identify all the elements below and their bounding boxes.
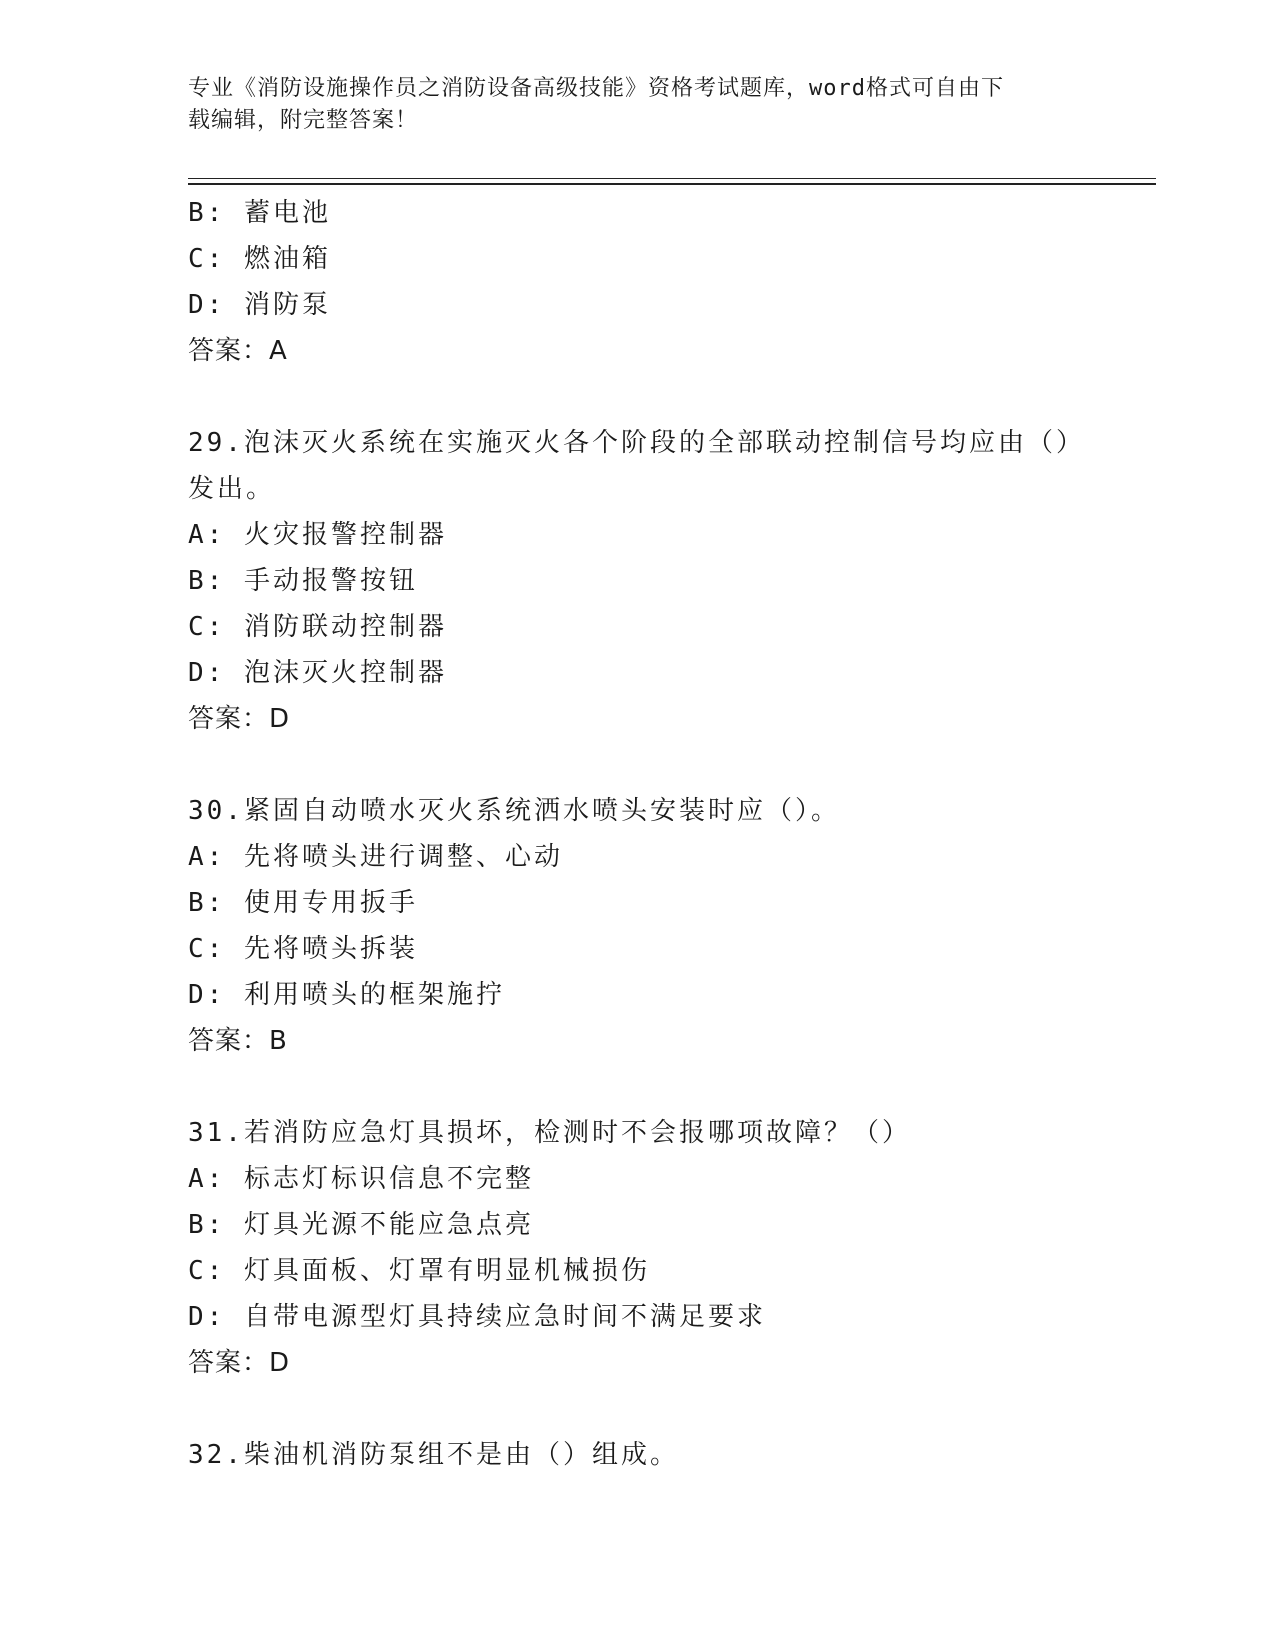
option-a: A: 标志灯标识信息不完整 [188, 1164, 534, 1194]
answer-line: 答案：D [188, 704, 291, 734]
spacer [188, 1064, 1088, 1110]
option-a: A: 火灾报警控制器 [188, 520, 447, 550]
spacer [188, 742, 1088, 788]
question-list [188, 190, 1088, 1478]
answer-line: 答案：A [188, 336, 288, 366]
question-stem-cont: 发出。 [188, 474, 276, 504]
option-c: C: 灯具面板、灯罩有明显机械损伤 [188, 1256, 650, 1286]
question-32 [188, 1432, 1088, 1478]
question-stem: 30.紧固自动喷水灭火系统洒水喷头安装时应（）。 [188, 796, 840, 826]
question-31 [188, 1110, 1088, 1386]
option-b: B: 使用专用扳手 [188, 888, 418, 918]
header-divider-thick [188, 183, 1156, 185]
page-header [188, 73, 1068, 137]
header-line-1: 专业《消防设施操作员之消防设备高级技能》资格考试题库，word格式可自由下 [188, 76, 1004, 101]
spacer [188, 1386, 1088, 1432]
answer-line: 答案：B [188, 1026, 288, 1056]
option-c: C: 燃油箱 [188, 244, 331, 274]
spacer [188, 374, 1088, 420]
option-d: D: 自带电源型灯具持续应急时间不满足要求 [188, 1302, 766, 1332]
question-stem: 29.泡沫灭火系统在实施灭火各个阶段的全部联动控制信号均应由（） [188, 428, 1085, 458]
question-stem: 31.若消防应急灯具损坏，检测时不会报哪项故障？（） [188, 1118, 911, 1148]
header-divider-thin [188, 178, 1156, 179]
question-28 [188, 190, 1088, 374]
option-c: C: 消防联动控制器 [188, 612, 447, 642]
question-30 [188, 788, 1088, 1064]
option-b: B: 灯具光源不能应急点亮 [188, 1210, 534, 1240]
option-a: A: 先将喷头进行调整、心动 [188, 842, 563, 872]
option-d: D: 消防泵 [188, 290, 331, 320]
question-stem: 32.柴油机消防泵组不是由（）组成。 [188, 1440, 679, 1470]
question-29 [188, 420, 1088, 742]
answer-line: 答案：D [188, 1348, 291, 1378]
header-line-2: 载编辑，附完整答案！ [188, 108, 419, 133]
option-c: C: 先将喷头拆装 [188, 934, 418, 964]
option-d: D: 利用喷头的框架施拧 [188, 980, 505, 1010]
option-d: D: 泡沫灭火控制器 [188, 658, 447, 688]
option-b: B: 蓄电池 [188, 198, 331, 228]
option-b: B: 手动报警按钮 [188, 566, 418, 596]
